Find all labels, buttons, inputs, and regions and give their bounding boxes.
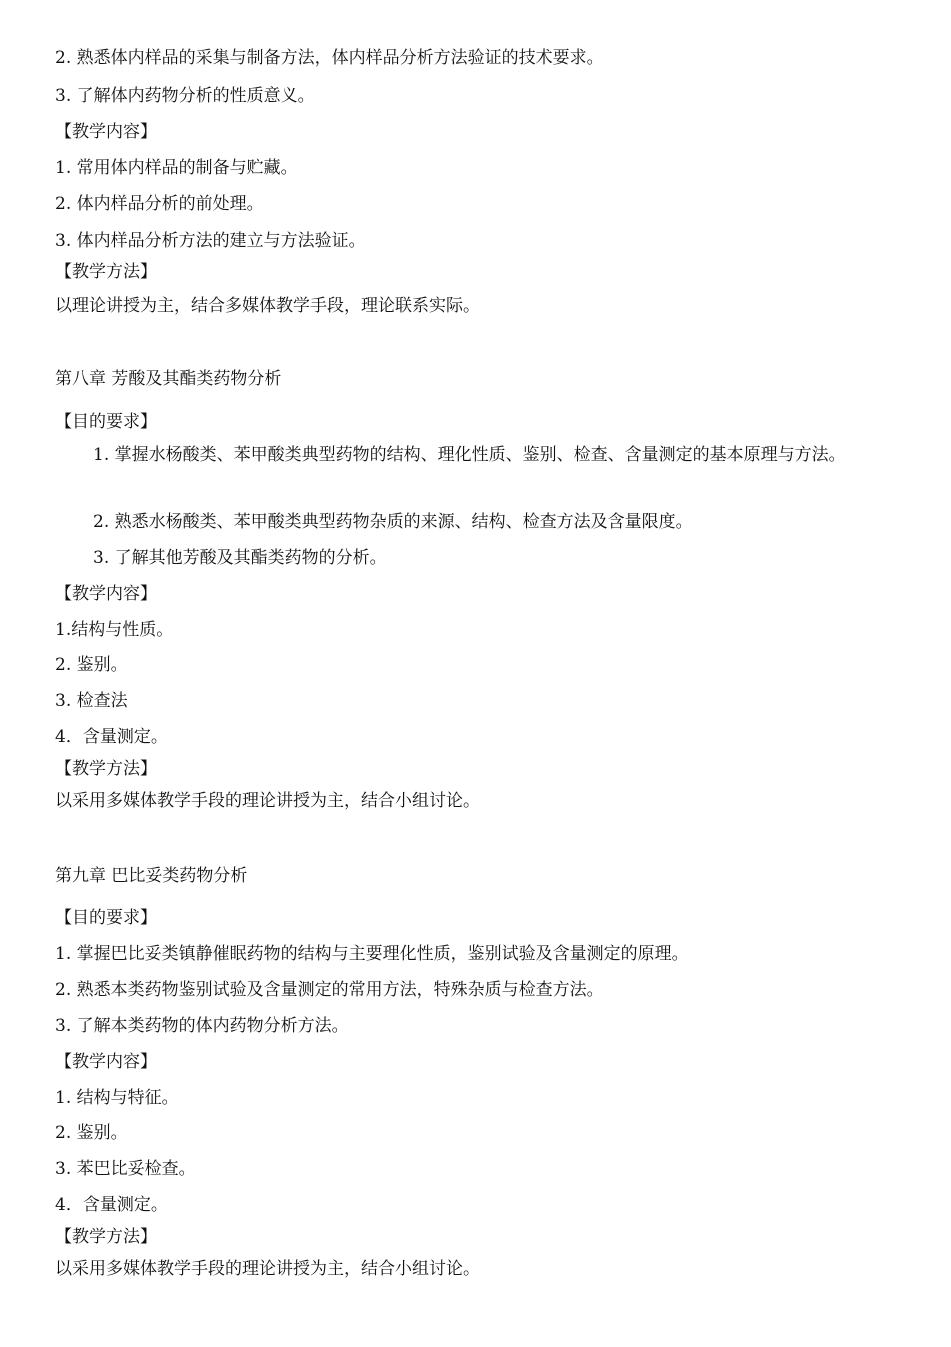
chapter-title: 第八章 芳酸及其酯类药物分析 (55, 369, 282, 389)
section-heading-content: 【教学内容】 (55, 584, 157, 604)
goal-item: 3. 了解本类药物的体内药物分析方法。 (55, 1016, 349, 1036)
content-item: 3. 苯巴比妥检查。 (55, 1159, 196, 1179)
goal-item: 2. 熟悉体内样品的采集与制备方法，体内样品分析方法验证的技术要求。 (55, 48, 604, 68)
content-item: 3. 体内样品分析方法的建立与方法验证。 (55, 231, 366, 251)
method-text: 以采用多媒体教学手段的理论讲授为主，结合小组讨论。 (55, 791, 480, 811)
content-item: 4．含量测定。 (55, 727, 168, 747)
section-heading-content: 【教学内容】 (55, 1052, 157, 1072)
content-item: 2. 体内样品分析的前处理。 (55, 194, 264, 214)
goal-item: 1. 掌握巴比妥类镇静催眠药物的结构与主要理化性质，鉴别试验及含量测定的原理。 (55, 944, 689, 964)
content-item: 1. 常用体内样品的制备与贮藏。 (55, 158, 298, 178)
section-heading-method: 【教学方法】 (55, 1227, 157, 1247)
section-heading-method: 【教学方法】 (55, 759, 157, 779)
section-heading-method: 【教学方法】 (55, 262, 157, 282)
content-item: 1.结构与性质。 (55, 620, 174, 640)
section-heading-content: 【教学内容】 (55, 122, 157, 142)
content-item: 2. 鉴别。 (55, 1123, 128, 1143)
goal-item: 1. 掌握水杨酸类、苯甲酸类典型药物的结构、理化性质、鉴别、检查、含量测定的基本原理与方法。 (93, 445, 846, 465)
goal-item: 3. 了解体内药物分析的性质意义。 (55, 86, 315, 106)
content-item: 1. 结构与特征。 (55, 1088, 179, 1108)
goal-item: 3. 了解其他芳酸及其酯类药物的分析。 (93, 548, 387, 568)
chapter-title: 第九章 巴比妥类药物分析 (55, 866, 248, 886)
method-text: 以理论讲授为主，结合多媒体教学手段，理论联系实际。 (55, 296, 480, 316)
goal-item: 2. 熟悉本类药物鉴别试验及含量测定的常用方法，特殊杂质与检查方法。 (55, 980, 604, 1000)
goal-item: 2. 熟悉水杨酸类、苯甲酸类典型药物杂质的来源、结构、检查方法及含量限度。 (93, 512, 693, 532)
content-item: 4．含量测定。 (55, 1195, 168, 1215)
section-heading-goals: 【目的要求】 (55, 412, 157, 432)
section-heading-goals: 【目的要求】 (55, 908, 157, 928)
content-item: 2. 鉴别。 (55, 655, 128, 675)
method-text: 以采用多媒体教学手段的理论讲授为主，结合小组讨论。 (55, 1259, 480, 1279)
content-item: 3. 检查法 (55, 691, 128, 711)
